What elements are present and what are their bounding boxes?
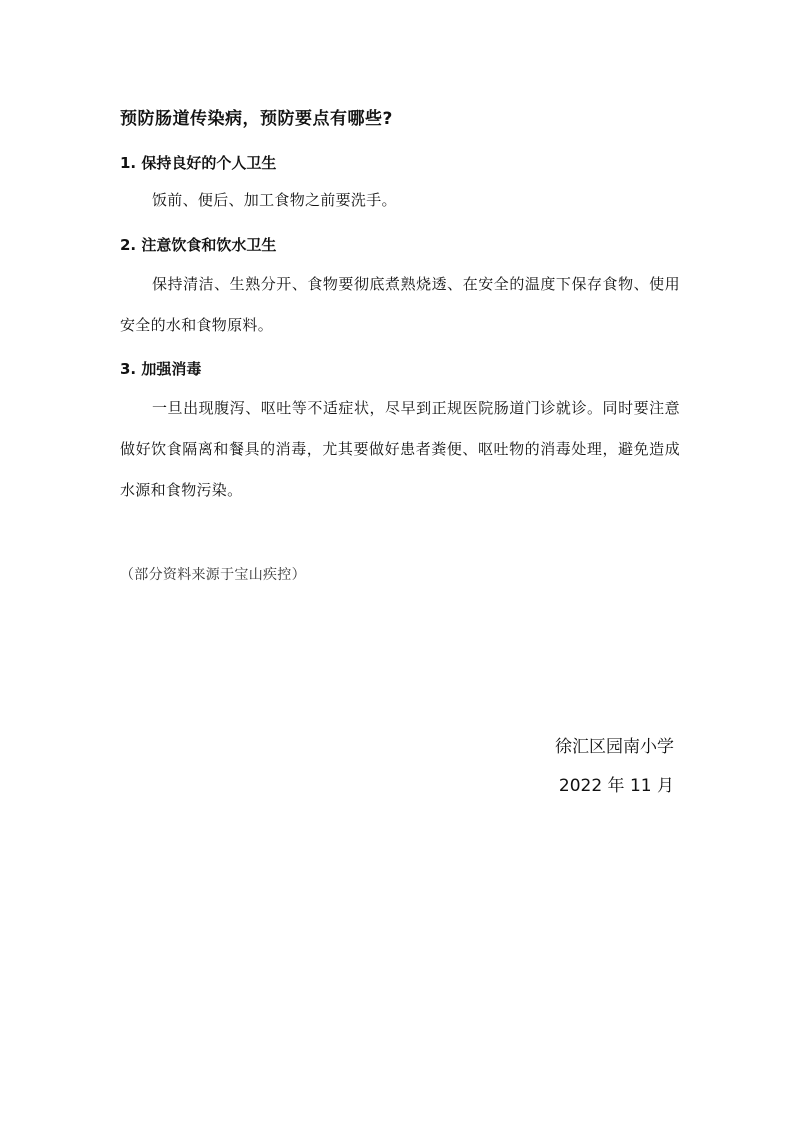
section-1-body: 饭前、便后、加工食物之前要洗手。: [152, 191, 397, 209]
section-2-heading: 2. 注意饮食和饮水卫生: [120, 236, 277, 254]
source-note: （部分资料来源于宝山疾控）: [120, 567, 306, 583]
section-1-heading: 1. 保持良好的个人卫生: [120, 154, 277, 172]
section-2-body: 保持清洁、生熟分开、食物要彻底煮熟烧透、在安全的温度下保存食物、使用安全的水和食物原料。: [120, 275, 680, 334]
section-3-heading: 3. 加强消毒: [120, 360, 202, 378]
signature-organization: 徐汇区园南小学: [555, 737, 674, 757]
section-3-body: 一旦出现腹泻、呕吐等不适症状，尽早到正规医院肠道门诊就诊。同时要注意做好饮食隔离和餐具的消毒，尤其要做好患者粪便、呕吐物的消毒处理，避免造成水源和食物污染。: [120, 399, 680, 499]
document-title: 预防肠道传染病，预防要点有哪些?: [120, 109, 393, 129]
signature-date: 2022 年 11 月: [558, 776, 674, 796]
